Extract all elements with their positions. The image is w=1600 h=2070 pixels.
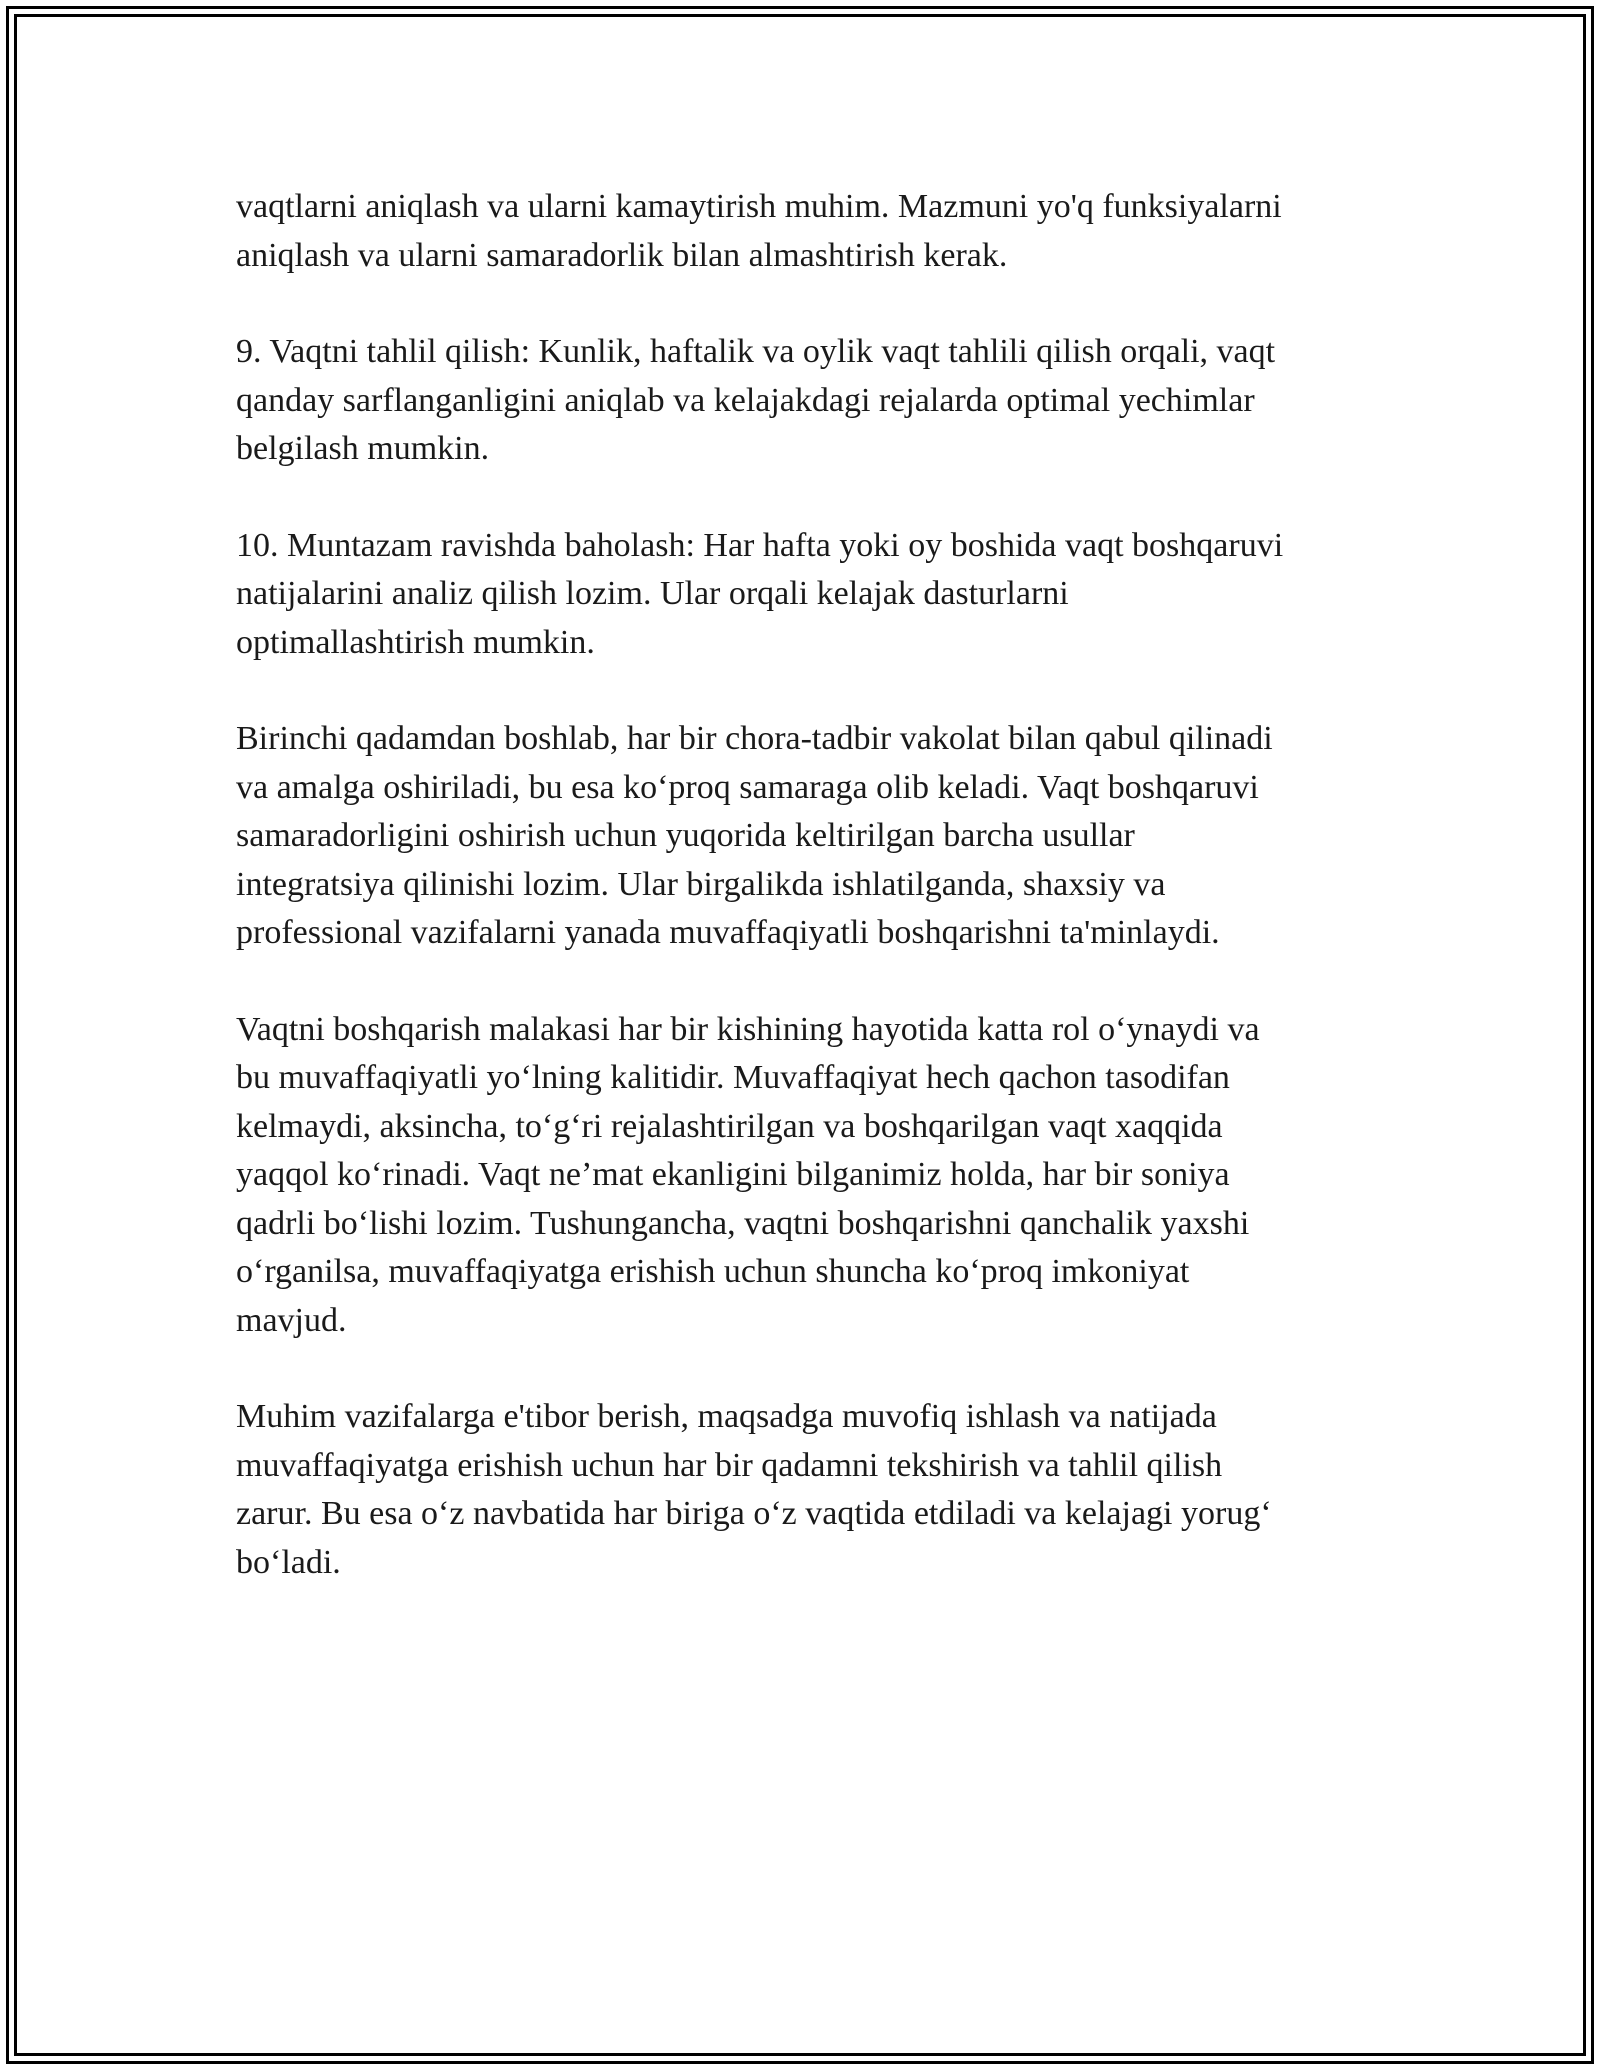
text-line: muvaffaqiyatga erishish uchun har bir qadamni tekshirish va tahlil qilish [236,1446,1223,1484]
text-line: vaqtlarni aniqlash va ularni kamaytirish muhim. Mazmuni yo'q funksiyalarni [236,188,1282,225]
text-line: natijalarini analiz qilish lozim. Ular orqali kelajak dasturlarni [236,575,1069,612]
paragraph-2 [236,328,1374,474]
text-line: bo‘ladi. [236,1543,341,1581]
text-line: bu muvaffaqiyatli yo‘lning kalitidir. Muvaffaqiyat hech qachon tasodifan [236,1059,1230,1096]
text-line: Birinchi qadamdan boshlab, har bir chora-tadbir vakolat bilan qabul qilinadi [236,720,1273,757]
text-line: o‘rganilsa, muvaffaqiyatga erishish uchun shuncha ko‘proq imkoniyat [236,1253,1190,1290]
document-body [236,183,1374,1635]
paragraph-3 [236,522,1374,668]
paragraph-6 [236,1393,1374,1587]
text-line: integratsiya qilinishi lozim. Ular birgalikda ishlatilganda, shaxsiy va [236,865,1166,903]
paragraph-1 [236,183,1374,280]
text-line: Vaqtni boshqarish malakasi har bir kishining hayotida katta rol o‘ynaydi va [236,1010,1260,1048]
text-line: zarur. Bu esa o‘z navbatida har biriga o‘z vaqtida etdiladi va kelajagi yorug‘ [236,1495,1272,1532]
paragraph-4 [236,715,1374,958]
paragraph-5 [236,1006,1374,1346]
text-line: yaqqol ko‘rinadi. Vaqt ne’mat ekanligini bilganimiz holda, har bir soniya [236,1156,1230,1193]
text-line: Muhim vazifalarga e'tibor berish, maqsadga muvofiq ishlash va natijada [236,1398,1217,1435]
text-line: aniqlash va ularni samaradorlik bilan almashtirish kerak. [236,236,1008,274]
text-line: optimallashtirish mumkin. [236,623,595,661]
text-line: belgilash mumkin. [236,430,490,467]
text-line: qanday sarflanganligini aniqlab va kelajakdagi rejalarda optimal yechimlar [236,381,1255,419]
text-line: kelmaydi, aksincha, to‘g‘ri rejalashtirilgan va boshqarilgan vaqt xaqqida [236,1107,1223,1145]
text-line: samaradorligini oshirish uchun yuqorida keltirilgan barcha usullar [236,817,1135,854]
text-line: mavjud. [236,1301,347,1339]
text-line: professional vazifalarni yanada muvaffaqiyatli boshqarishni ta'minlaydi. [236,914,1220,951]
text-line: qadrli bo‘lishi lozim. Tushunganchа, vaqtni boshqarishni qanchalik yaxshi [236,1204,1250,1242]
text-line: va amalga oshiriladi, bu esa ko‘proq samaraga olib keladi. Vaqt boshqaruvi [236,768,1259,806]
text-line: 10. Muntazam ravishda baholash: Har hafta yoki oy boshida vaqt boshqaruvi [236,526,1284,564]
text-line: 9. Vaqtni tahlil qilish: Kunlik, haftalik va oylik vaqt tahlili qilish orqali, vaqt [236,333,1276,370]
